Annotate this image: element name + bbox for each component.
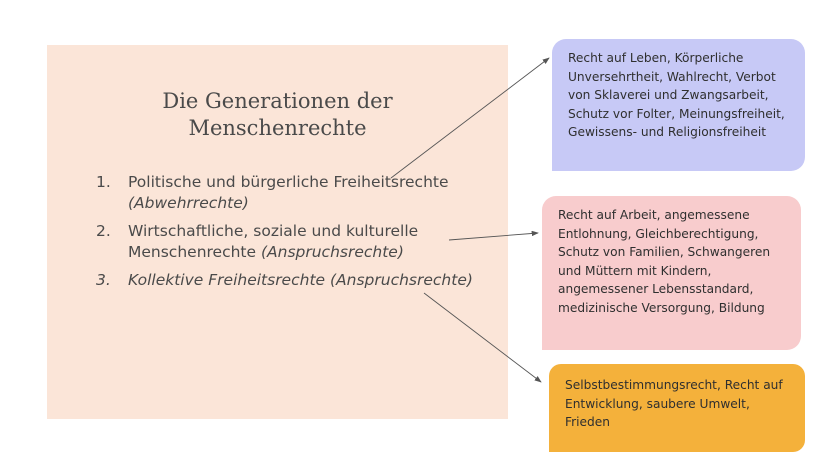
rights-box-social: Recht auf Arbeit, angemessene Entlohnung, Gleichberechtigung, Schutz von Familien, Schwangeren und Müttern mit Kindern, angemessener Lebensstandard, medizinische Versorgung, Bildung <box>542 196 801 350</box>
list-text: Wirtschaftliche, soziale und kulturelle Menschenrechte <box>128 222 419 261</box>
list-text: Politische und bürgerliche Freiheitsrechte <box>128 173 449 191</box>
diagram-title: Die Generationen der Menschenrechte <box>162 89 393 140</box>
list-number: 2. <box>96 222 111 240</box>
list-note: (Abwehrrechte) <box>128 194 249 212</box>
arrow-to-box-2 <box>449 233 538 240</box>
rights-box-civil: Recht auf Leben, Körperliche Unversehrtheit, Wahlrecht, Verbot von Sklaverei und Zwangsarbeit, Schutz vor Folter, Meinungsfreiheit, Gewissens- und Religionsfreiheit <box>552 39 805 171</box>
list-number: 1. <box>96 173 111 191</box>
rights-box-collective: Selbstbestimmungsrecht, Recht auf Entwicklung, saubere Umwelt, Frieden <box>549 364 805 452</box>
list-note: (Anspruchsrechte) <box>260 243 404 261</box>
list-number: 3. <box>96 271 111 289</box>
arrow-to-box-1 <box>391 58 549 178</box>
list-note: Kollektive Freiheitsrechte (Anspruchsrechte) <box>128 271 473 289</box>
arrow-to-box-3 <box>424 293 541 382</box>
